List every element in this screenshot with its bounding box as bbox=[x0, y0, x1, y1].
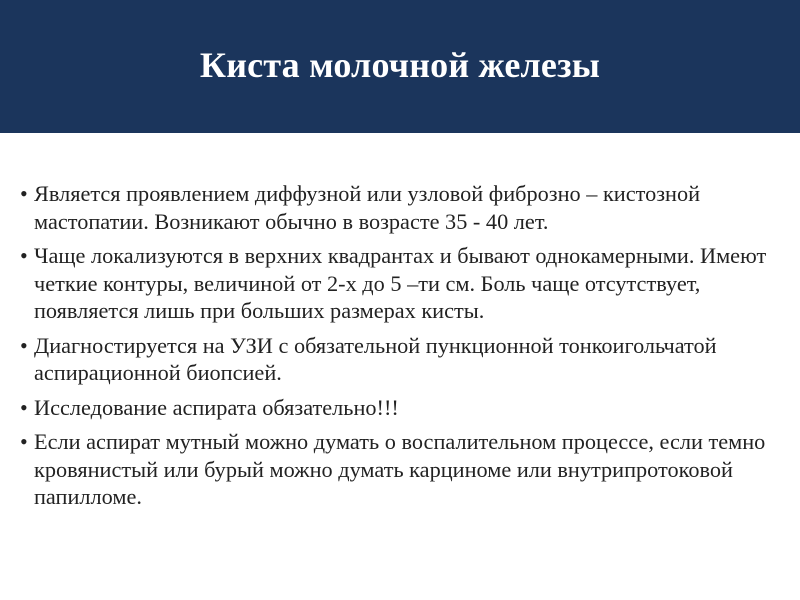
bullet-marker: • bbox=[20, 429, 28, 454]
bullet-marker: • bbox=[20, 243, 28, 268]
title-bar bbox=[0, 0, 800, 133]
bullet-list bbox=[20, 180, 790, 518]
bullet-item bbox=[20, 242, 790, 325]
bullet-text: Чаще локализуются в верхних квадрантах и бывают однокамерными. Имеют четкие контуры, величиной от 2-х до 5 –ти см. Боль чаще отсутствует, появляется лишь при больших размерах кисты. bbox=[34, 243, 767, 323]
bullet-item bbox=[20, 394, 790, 422]
bullet-item bbox=[20, 180, 790, 235]
slide-title: Киста молочной железы bbox=[199, 44, 601, 85]
bullet-text: Если аспират мутный можно думать о воспалительном процессе, если темно кровянистый или бурый можно думать карциноме или внутрипротоковой папилломе. bbox=[34, 429, 766, 509]
bullet-text: Исследование аспирата обязательно!!! bbox=[34, 394, 399, 420]
bullet-marker: • bbox=[20, 181, 28, 206]
bullet-marker: • bbox=[20, 332, 28, 358]
bullet-item bbox=[20, 332, 790, 387]
bullet-marker: • bbox=[20, 394, 28, 420]
bullet-item bbox=[20, 428, 790, 511]
bullet-text: Диагностируется на УЗИ с обязательной пункционной тонкоигольчатой аспирационной биопсией. bbox=[34, 332, 717, 385]
bullet-text: Является проявлением диффузной или узловой фиброзно – кистозной мастопатии. Возникают обычно в возрасте 35 - 40 лет. bbox=[34, 181, 701, 234]
